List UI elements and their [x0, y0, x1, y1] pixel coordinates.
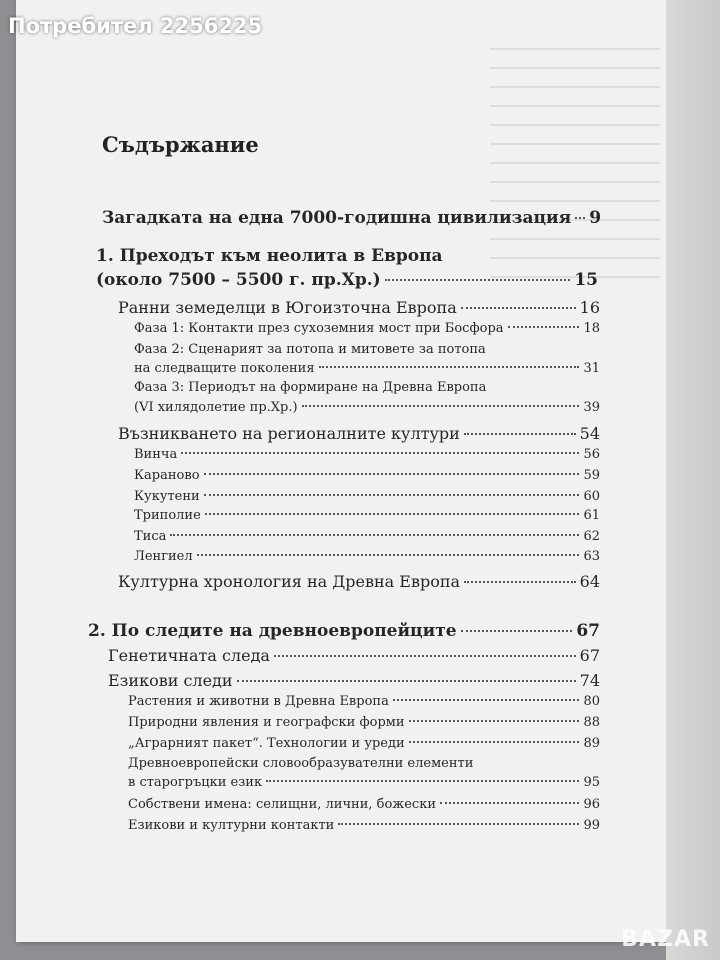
toc-entry-language-contacts: Езикови и културни контакти 99: [128, 818, 600, 833]
toc-entry-natural-phenomena: Природни явления и географски форми 88: [128, 715, 600, 730]
toc-entry-language-traces: Езикови следи 74: [108, 671, 600, 690]
chapter-1-title: 1. Преходът към неолита в Европа: [96, 246, 443, 266]
toc-entry-lengyel: Ленгиел 63: [134, 549, 600, 564]
toc-entry-regional-cultures: Възникването на регионалните култури 54: [118, 424, 600, 443]
toc-entry-intro: Загадката на една 7000-годишна цивилизация 9: [102, 208, 602, 228]
word-formation-title: Древноевропейски словообразувателни елементи: [128, 756, 474, 771]
bleed-through-text: [490, 48, 660, 278]
user-watermark: Потребител 2256225: [8, 14, 263, 38]
toc-entry-tisa: Тиса 62: [134, 529, 600, 544]
toc-entry-chapter-2: 2. По следите на древноевропейците 67: [88, 621, 600, 641]
phase-3-title: Фаза 3: Периодът на формиране на Древна Европа: [134, 380, 487, 395]
toc-entry-phase-3: (VI хилядолетие пр.Хр.) 39: [134, 400, 600, 415]
toc-entry-plants-animals: Растения и животни в Древна Европа 80: [128, 694, 600, 709]
toc-entry-genetic-trace: Генетичната следа 67: [108, 646, 600, 665]
bazar-logo: BAZAR: [621, 927, 710, 952]
toc-entry-phase-2: на следващите поколения 31: [134, 361, 600, 376]
toc-entry-word-formation: в старогръцки език 95: [128, 775, 600, 790]
toc-entry-chronology: Културна хронология на Древна Европа 64: [118, 572, 600, 591]
toc-entry-karanovo: Караново 59: [134, 468, 600, 483]
toc-entry-proper-names: Собствени имена: селищни, лични, божески 96: [128, 797, 600, 812]
toc-entry-tripolie: Триполие 61: [134, 508, 600, 523]
toc-entry-early-farmers: Ранни земеделци в Югоизточна Европа 16: [118, 298, 600, 317]
toc-entry-cucuteni: Кукутени 60: [134, 489, 600, 504]
toc-entry-vincha: Винча 56: [134, 447, 600, 462]
toc-entry-chapter-1: (около 7500 – 5500 г. пр.Хр.) 15: [96, 270, 598, 290]
page-title: Съдържание: [102, 132, 259, 157]
phase-2-title: Фаза 2: Сценарият за потопа и митовете за потопа: [134, 342, 486, 357]
toc-entry-agrarian-package: „Аграрният пакет“. Технологии и уреди 89: [128, 736, 600, 751]
toc-entry-phase-1: Фаза 1: Контакти през сухоземния мост при Босфора 18: [134, 321, 600, 336]
page-edge: [666, 0, 720, 960]
